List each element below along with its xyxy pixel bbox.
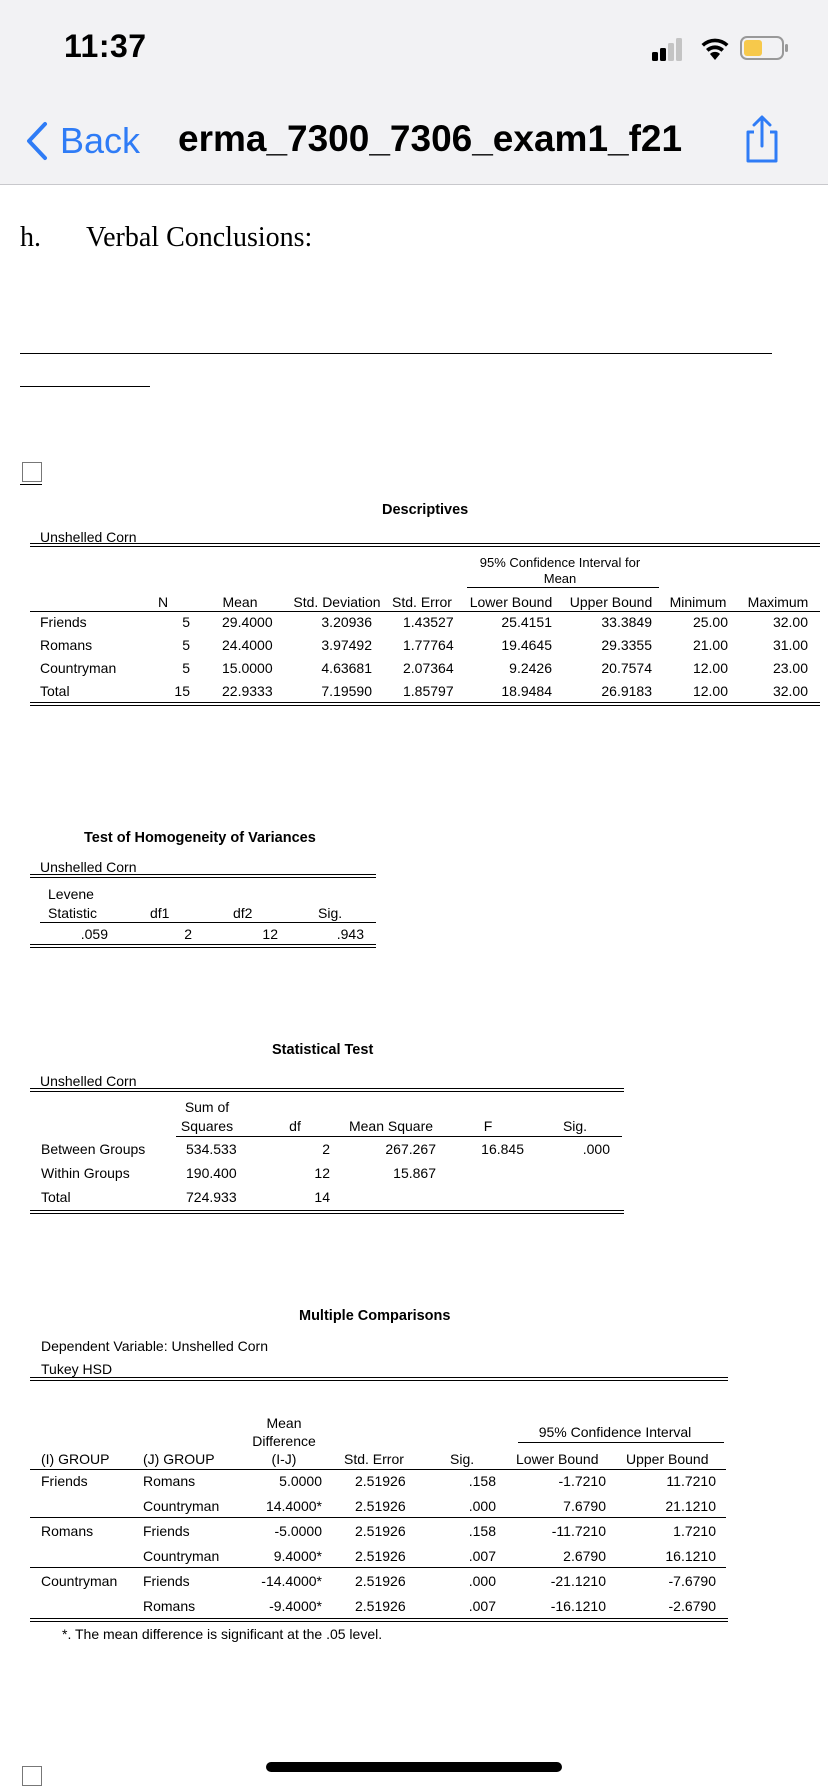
- chevron-left-icon: [24, 121, 50, 161]
- col-header: Sig.: [562, 1118, 588, 1134]
- anchor-underline: [20, 484, 42, 485]
- dependent-variable-label: Dependent Variable: Unshelled Corn: [41, 1338, 268, 1354]
- battery-icon: [740, 36, 790, 62]
- table-rule: [30, 874, 376, 878]
- cell-ub: 29.3355: [601, 637, 652, 653]
- table-rule: [30, 702, 820, 706]
- col-header: Mean: [222, 594, 258, 610]
- answer-line: [20, 386, 150, 387]
- cell-levene: .059: [80, 926, 108, 942]
- table-rule: [30, 543, 820, 547]
- col-header: Statistic: [48, 905, 98, 921]
- table-rule: [30, 1469, 726, 1470]
- descriptives-title: Descriptives: [382, 502, 469, 518]
- cell-ss: 190.400: [186, 1165, 237, 1181]
- cell-ub: 11.7210: [666, 1473, 716, 1489]
- cell-diff: 9.4000*: [273, 1548, 322, 1564]
- table-rule: [30, 1517, 726, 1518]
- cell-lb: 25.4151: [501, 614, 552, 630]
- cell-sig: .000: [582, 1141, 610, 1157]
- cell-mean: 22.9333: [222, 683, 273, 699]
- multiple-comparisons-title: Multiple Comparisons: [299, 1308, 451, 1324]
- cell-n: 5: [182, 637, 190, 653]
- homogeneity-title: Test of Homogeneity of Variances: [84, 830, 316, 846]
- table-rule: [30, 1618, 728, 1622]
- cell-min: 12.00: [692, 683, 728, 699]
- source-label: Within Groups: [41, 1165, 130, 1181]
- cell-max: 32.00: [772, 683, 808, 699]
- cell-lb: 19.4645: [501, 637, 552, 653]
- cell-lb: 18.9484: [501, 683, 552, 699]
- method-label: Tukey HSD: [41, 1361, 113, 1377]
- cell-sd: 3.97492: [321, 637, 372, 653]
- cell-ms: 15.867: [393, 1165, 436, 1181]
- table-rule: [30, 1377, 728, 1381]
- group-j: Friends: [143, 1573, 190, 1589]
- cell-se: 2.51926: [355, 1548, 406, 1564]
- cell-diff: 5.0000: [279, 1473, 322, 1489]
- group-i: Romans: [41, 1523, 94, 1539]
- cell-sig: .007: [468, 1598, 496, 1614]
- dependent-variable-label: Unshelled Corn: [40, 1073, 137, 1089]
- col-header: N: [157, 594, 169, 610]
- cell-ub: 26.9183: [601, 683, 652, 699]
- object-placeholder: [22, 462, 42, 482]
- cell-diff: -9.4000*: [269, 1598, 322, 1614]
- col-header: Squares: [180, 1118, 234, 1134]
- cell-se: 2.51926: [355, 1598, 406, 1614]
- share-icon[interactable]: [742, 114, 782, 164]
- cell-min: 21.00: [692, 637, 728, 653]
- col-header: Minimum: [669, 594, 727, 610]
- cell-lb: 9.2426: [509, 660, 552, 676]
- col-header: Upper Bound: [626, 1451, 709, 1467]
- group-j: Friends: [143, 1523, 190, 1539]
- col-header: (I) GROUP: [41, 1451, 110, 1467]
- answer-line: [20, 353, 772, 354]
- table-rule: [467, 587, 659, 588]
- cell-ub: 1.7210: [673, 1523, 716, 1539]
- wifi-icon: [700, 36, 730, 62]
- cell-ss: 534.533: [186, 1141, 237, 1157]
- table-footnote: *. The mean difference is significant at the .05 level.: [62, 1626, 383, 1642]
- cell-df: 14: [314, 1189, 330, 1205]
- cell-se: 1.85797: [403, 683, 454, 699]
- cell-df: 12: [314, 1165, 330, 1181]
- cell-sd: 7.19590: [321, 683, 372, 699]
- cell-ub: 21.1210: [665, 1498, 716, 1514]
- cell-diff: -5.0000: [274, 1523, 322, 1539]
- col-header: Std. Deviation: [293, 594, 381, 610]
- cell-sig: .000: [468, 1498, 496, 1514]
- group-j: Countryman: [143, 1548, 220, 1564]
- section-heading: Verbal Conclusions:: [86, 222, 313, 253]
- group-label: Countryman: [40, 660, 117, 676]
- col-header: Std. Error: [392, 594, 452, 610]
- cell-diff: -14.4000*: [261, 1573, 322, 1589]
- group-label: Total: [40, 683, 70, 699]
- col-header: Mean Square: [348, 1118, 434, 1134]
- col-header: (I-J): [271, 1451, 297, 1467]
- cell-ub: -7.6790: [668, 1573, 716, 1589]
- col-header: Std. Error: [344, 1451, 404, 1467]
- source-label: Between Groups: [41, 1141, 146, 1157]
- group-label: Friends: [40, 614, 87, 630]
- col-header: Sig.: [318, 905, 343, 921]
- cell-sd: 3.20936: [321, 614, 372, 630]
- cell-n: 5: [182, 660, 190, 676]
- cell-se: 2.51926: [355, 1473, 406, 1489]
- back-button[interactable]: [24, 120, 140, 162]
- document-title: erma_7300_7306_exam1_f21: [178, 118, 683, 159]
- table-rule: [176, 1136, 622, 1137]
- cell-min: 25.00: [692, 614, 728, 630]
- ci-header: 95% Confidence Interval: [538, 1424, 692, 1440]
- cell-mean: 15.0000: [222, 660, 273, 676]
- col-header: Sig.: [450, 1451, 475, 1467]
- cell-sig: .943: [336, 926, 364, 942]
- group-j: Countryman: [143, 1498, 220, 1514]
- table-rule: [30, 944, 376, 948]
- cell-min: 12.00: [692, 660, 728, 676]
- object-placeholder: [22, 1766, 42, 1786]
- cell-se: 1.43527: [403, 614, 454, 630]
- back-label: Back: [60, 120, 141, 161]
- cell-sig: .158: [468, 1473, 496, 1489]
- col-header: Mean: [266, 1415, 302, 1431]
- cellular-signal-icon: [652, 38, 690, 62]
- cell-ub: 20.7574: [601, 660, 652, 676]
- cell-lb: 7.6790: [563, 1498, 606, 1514]
- cell-lb: -16.1210: [550, 1598, 606, 1614]
- table-rule: [30, 1088, 624, 1092]
- cell-lb: -1.7210: [558, 1473, 606, 1489]
- col-header: F: [483, 1118, 493, 1134]
- cell-se: 2.07364: [403, 660, 454, 676]
- cell-sig: .158: [468, 1523, 496, 1539]
- cell-df1: 2: [184, 926, 192, 942]
- group-i: Countryman: [41, 1573, 118, 1589]
- cell-ub: 16.1210: [665, 1548, 716, 1564]
- cell-diff: 14.4000*: [265, 1498, 322, 1514]
- cell-se: 2.51926: [355, 1498, 406, 1514]
- cell-se: 1.77764: [403, 637, 454, 653]
- cell-ub: 33.3849: [601, 614, 652, 630]
- cell-lb: -21.1210: [550, 1573, 606, 1589]
- cell-ss: 724.933: [186, 1189, 237, 1205]
- cell-ms: 267.267: [385, 1141, 436, 1157]
- cell-lb: -11.7210: [551, 1523, 606, 1539]
- ci-header-mean: Mean: [543, 571, 577, 586]
- cell-sig: .007: [468, 1548, 496, 1564]
- home-indicator[interactable]: [266, 1762, 562, 1772]
- cell-mean: 29.4000: [222, 614, 273, 630]
- cell-se: 2.51926: [355, 1573, 406, 1589]
- table-rule: [30, 611, 820, 612]
- table-rule: [518, 1442, 724, 1443]
- section-label: h.: [20, 222, 41, 253]
- col-header: Maximum: [747, 594, 809, 610]
- cell-max: 32.00: [772, 614, 808, 630]
- cell-n: 15: [174, 683, 190, 699]
- col-header: Lower Bound: [469, 594, 553, 610]
- group-j: Romans: [143, 1473, 196, 1489]
- col-header: df2: [233, 905, 253, 921]
- source-label: Total: [41, 1189, 71, 1205]
- group-i: Friends: [41, 1473, 88, 1489]
- table-rule: [30, 1567, 726, 1568]
- col-header: Sum of: [184, 1099, 230, 1115]
- col-header: df: [289, 1118, 301, 1134]
- anova-title: Statistical Test: [272, 1042, 374, 1058]
- col-header: Difference: [252, 1433, 316, 1449]
- col-header: Levene: [48, 886, 94, 902]
- cell-sig: .000: [468, 1573, 496, 1589]
- cell-se: 2.51926: [355, 1523, 406, 1539]
- cell-n: 5: [182, 614, 190, 630]
- cell-mean: 24.4000: [222, 637, 273, 653]
- table-rule: [30, 1210, 624, 1214]
- col-header: df1: [150, 905, 170, 921]
- group-j: Romans: [143, 1598, 196, 1614]
- col-header: (J) GROUP: [143, 1451, 215, 1467]
- cell-f: 16.845: [481, 1141, 524, 1157]
- dependent-variable-label: Unshelled Corn: [40, 859, 137, 875]
- dependent-variable-label: Unshelled Corn: [40, 529, 137, 545]
- cell-ub: -2.6790: [668, 1598, 716, 1614]
- cell-max: 23.00: [772, 660, 808, 676]
- status-time: 11:37: [64, 28, 147, 64]
- cell-df2: 12: [262, 926, 278, 942]
- col-header: Lower Bound: [516, 1451, 599, 1467]
- col-header: Upper Bound: [569, 594, 653, 610]
- cell-max: 31.00: [772, 637, 808, 653]
- cell-sd: 4.63681: [321, 660, 372, 676]
- ci-header: 95% Confidence Interval for: [479, 555, 641, 570]
- cell-lb: 2.6790: [563, 1548, 606, 1564]
- table-rule: [40, 922, 376, 923]
- group-label: Romans: [40, 637, 93, 653]
- cell-df: 2: [322, 1141, 330, 1157]
